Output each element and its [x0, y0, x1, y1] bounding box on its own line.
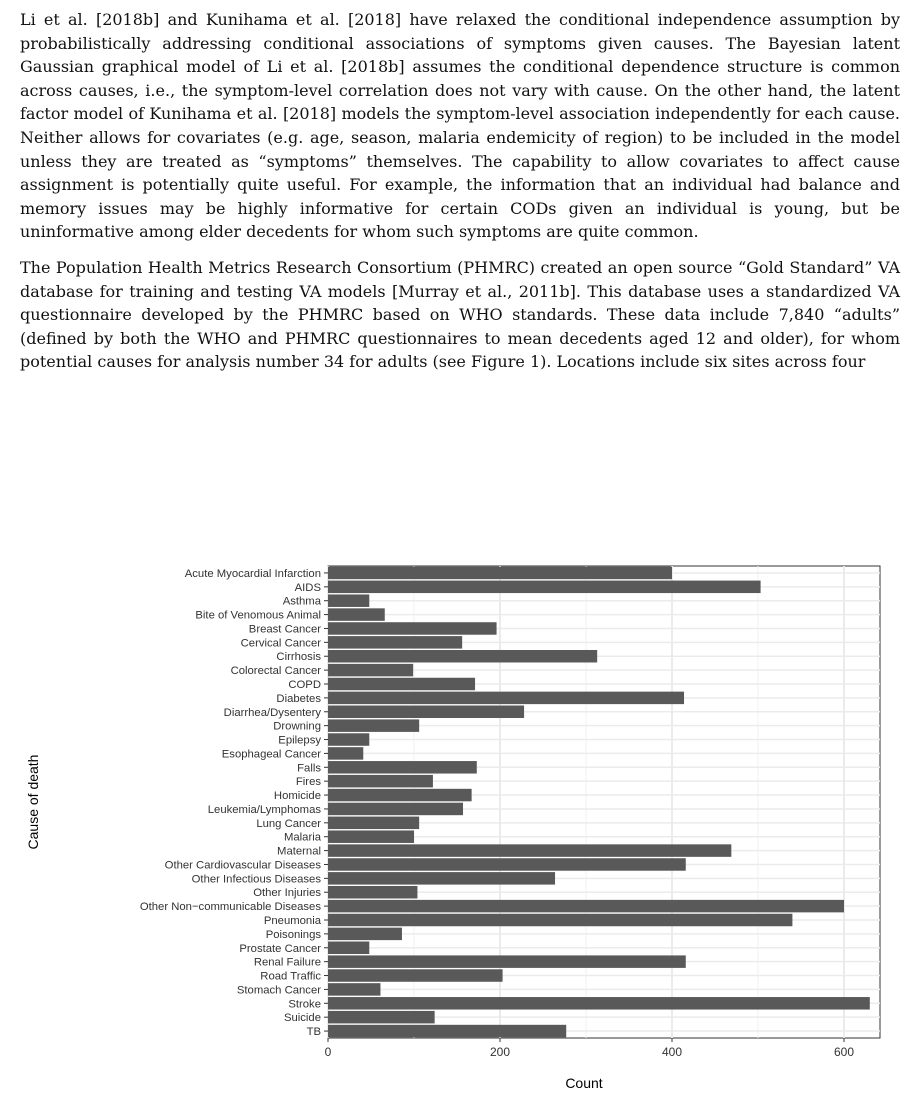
y-tick-label: Other Non−communicable Diseases: [139, 901, 321, 914]
paragraph-1: Li et al. [2018b] and Kunihama et al. [2018] have relaxed the conditional independence assumption by probabilistically addressing conditional associations of symptoms given causes. The Bayesian latent Gaussian graphical model of Li et al. [2018b] assumes the conditional dependence structure is common across causes, i.e., the symptom-level correlation does not vary with cause. On the other hand, the latent factor model of Kunihama et al. [2018] models the symptom-level association independently for each cause. Neither allows for covariates (e.g. age, season, malaria endemicity of region) to be included in the model unless they are treated as “symptoms” themselves. The capability to allow covariates to affect cause assignment is potentially quite useful. For example, the information that an individual had balance and memory issues may be highly informative for certain CODs given an individual is young, but be uninformative among elder decedents for whom such symptoms are quite common.: [20, 10, 900, 242]
bar: [328, 581, 761, 593]
bar: [328, 1025, 566, 1037]
y-tick-label: Prostate Cancer: [239, 942, 321, 955]
bar: [328, 858, 686, 870]
x-axis-title: Count: [565, 1075, 603, 1091]
y-tick-label: TB: [306, 1026, 321, 1039]
y-tick-label: Falls: [297, 762, 321, 775]
x-tick-label: 400: [661, 1045, 683, 1059]
y-tick-label: Pneumonia: [263, 915, 321, 927]
figure-bar-chart: [0, 560, 915, 1092]
y-tick-label: COPD: [288, 679, 321, 691]
x-tick-label: 200: [489, 1045, 511, 1059]
y-tick-label: Cirrhosis: [276, 651, 321, 664]
bar: [328, 622, 497, 634]
bar: [328, 886, 417, 898]
bar: [328, 983, 380, 995]
x-tick-label: 0: [324, 1045, 332, 1059]
bar: [328, 664, 413, 676]
bar: [328, 1011, 435, 1023]
bar: [328, 678, 475, 690]
body-text: [20, 8, 900, 386]
y-tick-label: Cervical Cancer: [240, 637, 321, 650]
bar: [328, 747, 363, 759]
y-tick-label: Maternal: [277, 845, 321, 858]
y-tick-label: Other Infectious Diseases: [191, 873, 321, 886]
y-tick-label: Drowning: [273, 720, 321, 733]
y-tick-label: Breast Cancer: [248, 623, 321, 636]
bar: [328, 803, 463, 815]
y-tick-label: Epilepsy: [278, 734, 321, 747]
bar: [328, 706, 524, 718]
bar: [328, 719, 419, 731]
y-tick-label: Malaria: [283, 831, 321, 844]
y-tick-label: Asthma: [282, 595, 321, 608]
y-tick-label: Other Cardiovascular Diseases: [164, 859, 321, 872]
cause-of-death-chart: [0, 560, 915, 1092]
x-axis: [325, 1038, 855, 1059]
y-tick-label: Stroke: [288, 998, 321, 1011]
y-tick-label: Suicide: [283, 1012, 321, 1025]
bar: [328, 928, 402, 940]
y-tick-label: Acute Myocardial Infarction: [184, 567, 321, 580]
y-tick-label: Lung Cancer: [256, 817, 321, 830]
bar: [328, 914, 792, 926]
y-tick-label: Poisonings: [265, 928, 321, 941]
bar: [328, 692, 684, 704]
bar: [328, 789, 472, 801]
y-tick-label: Other Injuries: [253, 887, 321, 900]
bar: [328, 969, 503, 981]
bar: [328, 844, 731, 856]
y-tick-label: Stomach Cancer: [236, 984, 321, 997]
bar: [328, 872, 555, 884]
y-tick-label: Homicide: [273, 790, 321, 803]
y-tick-label: Road Traffic: [260, 970, 321, 983]
bar: [328, 830, 414, 842]
bar: [328, 594, 369, 606]
bar: [328, 567, 672, 579]
y-tick-label: Colorectal Cancer: [230, 665, 321, 678]
bar: [328, 608, 385, 620]
y-axis: [140, 568, 328, 1038]
bar: [328, 733, 369, 745]
bar: [328, 955, 686, 967]
bar: [328, 761, 477, 773]
y-tick-label: AIDS: [294, 581, 321, 594]
paragraph-2: The Population Health Metrics Research Consortium (PHMRC) created an open source “Gold Standard” VA database for training and testing VA models [Murray et al., 2011b]. This database uses a standardized VA questionnaire developed by the PHMRC based on WHO standards. These data include 7,840 “adults” (defined by both the WHO and PHMRC questionnaires to mean decedents aged 12 and older), for whom potential causes for analysis number 34 for adults (see Figure 1). Locations include six sites across four: [20, 257, 900, 372]
y-tick-label: Bite of Venomous Animal: [195, 609, 321, 622]
bar: [328, 942, 369, 954]
x-tick-label: 600: [833, 1045, 855, 1059]
y-axis-title: Cause of death: [25, 754, 41, 850]
y-tick-label: Esophageal Cancer: [221, 748, 321, 761]
y-tick-label: Diabetes: [276, 692, 321, 705]
bar: [328, 817, 419, 829]
bar: [328, 775, 433, 787]
y-tick-label: Diarrhea/Dysentery: [223, 706, 321, 719]
bar: [328, 997, 870, 1009]
bar: [328, 650, 597, 662]
y-tick-label: Renal Failure: [253, 956, 321, 969]
bar: [328, 900, 844, 912]
y-tick-label: Fires: [295, 776, 321, 789]
bar: [328, 636, 462, 648]
y-tick-label: Leukemia/Lymphomas: [207, 803, 321, 816]
